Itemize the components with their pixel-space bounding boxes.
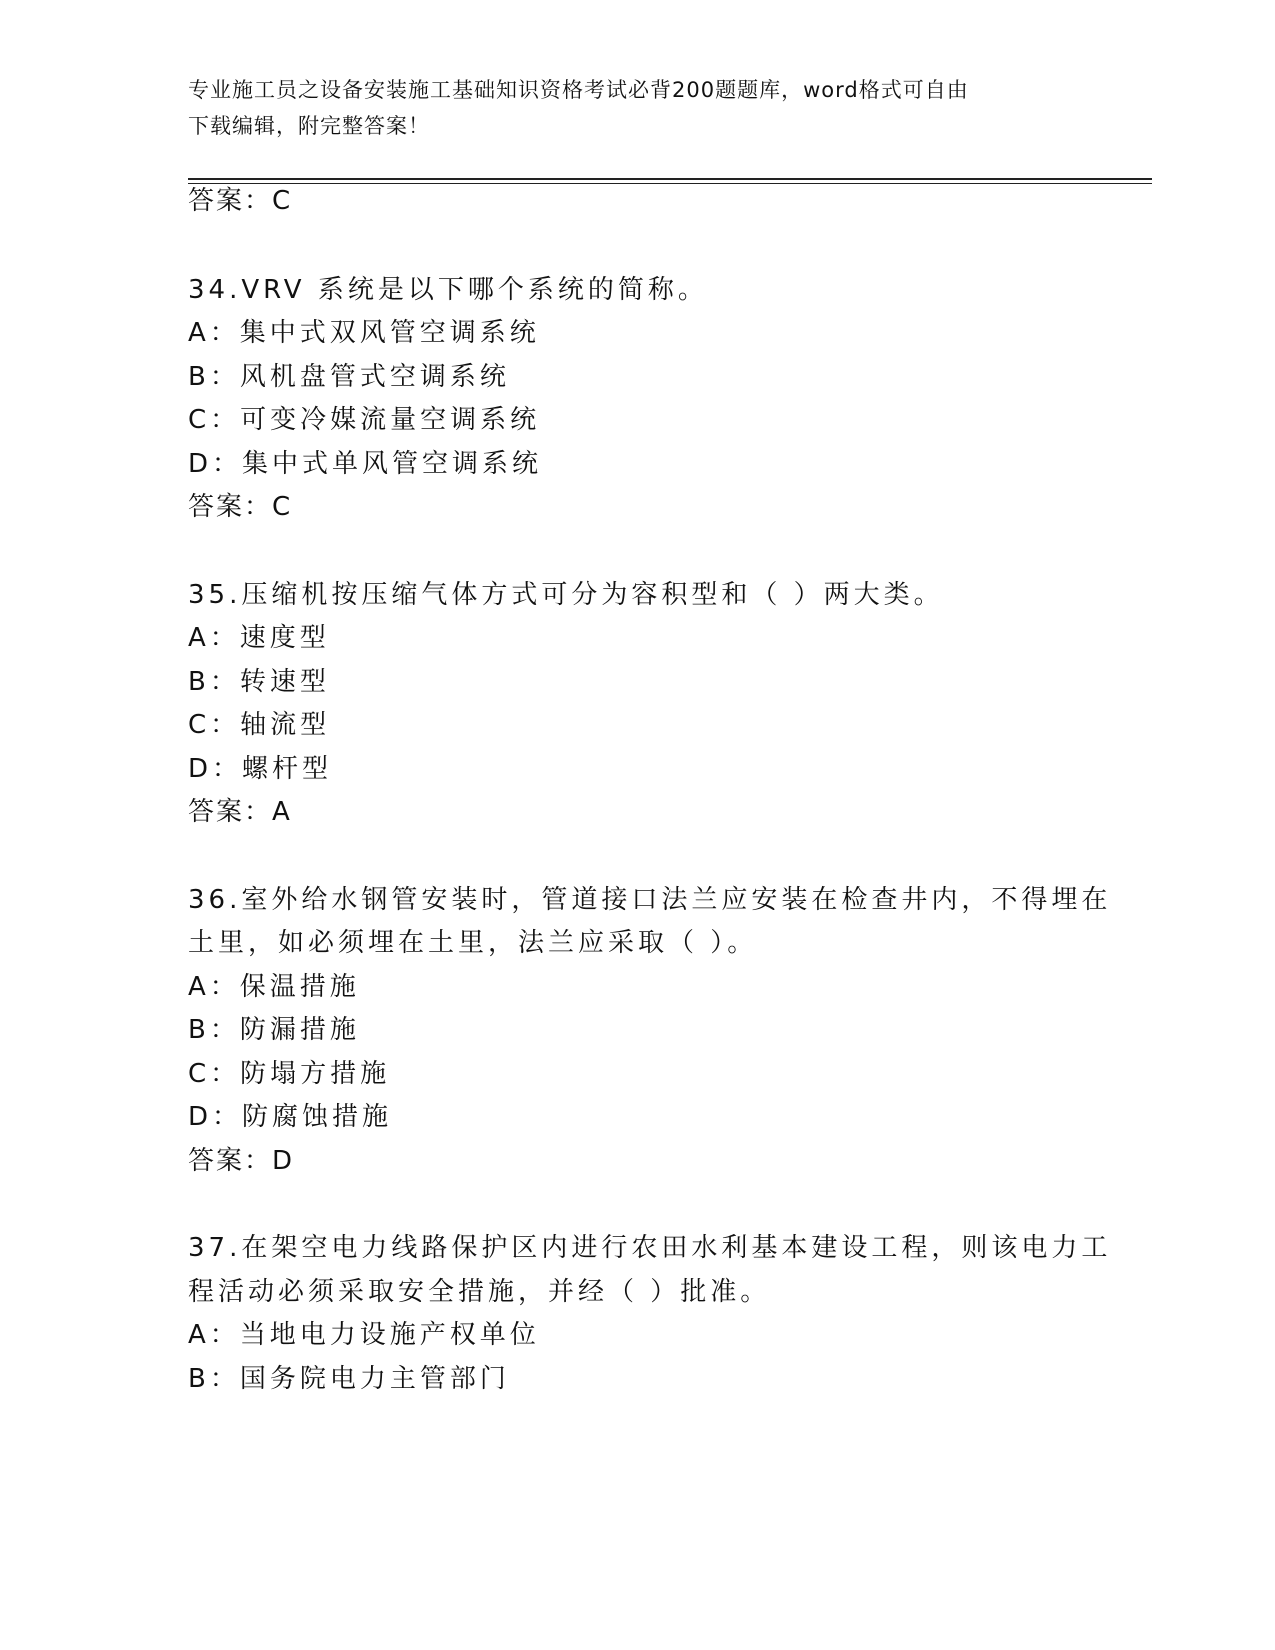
option-b: B：国务院电力主管部门: [188, 1364, 510, 1394]
header-rule-thick: [188, 178, 1152, 180]
option-b: B：防漏措施: [188, 1015, 360, 1045]
question-stem-continued: 土里，如必须埋在土里，法兰应采取（ ）。: [188, 928, 758, 958]
option-b: B：风机盘管式空调系统: [188, 362, 510, 392]
option-c: C：轴流型: [188, 710, 331, 740]
option-a: A：保温措施: [188, 972, 360, 1002]
question-stem: 36.室外给水钢管安装时，管道接口法兰应安装在检查井内，不得埋在: [188, 885, 1112, 915]
option-a: A：当地电力设施产权单位: [188, 1320, 540, 1350]
option-c: C：防塌方措施: [188, 1059, 391, 1089]
option-a: A：速度型: [188, 623, 330, 653]
question-stem: 35.压缩机按压缩气体方式可分为容积型和（ ）两大类。: [188, 580, 944, 610]
option-b: B：转速型: [188, 667, 330, 697]
answer-line: 答案：A: [188, 797, 292, 827]
option-d: D：螺杆型: [188, 754, 333, 784]
answer-line: 答案：C: [188, 186, 293, 216]
option-d: D：集中式单风管空调系统: [188, 449, 543, 479]
answer-line: 答案：D: [188, 1146, 295, 1176]
question-stem-continued: 程活动必须采取安全措施，并经（ ）批准。: [188, 1277, 771, 1307]
option-c: C：可变冷媒流量空调系统: [188, 405, 541, 435]
answer-line: 答案：C: [188, 492, 293, 522]
document-header: 专业施工员之设备安装施工基础知识资格考试必背200题题库，word格式可自由 下载编辑，附完整答案！: [188, 78, 969, 138]
question-stem: 34.VRV 系统是以下哪个系统的简称。: [188, 275, 708, 305]
option-d: D：防腐蚀措施: [188, 1102, 393, 1132]
header-rule-thin: [188, 183, 1152, 184]
question-stem: 37.在架空电力线路保护区内进行农田水利基本建设工程，则该电力工: [188, 1233, 1112, 1263]
option-a: A：集中式双风管空调系统: [188, 318, 540, 348]
